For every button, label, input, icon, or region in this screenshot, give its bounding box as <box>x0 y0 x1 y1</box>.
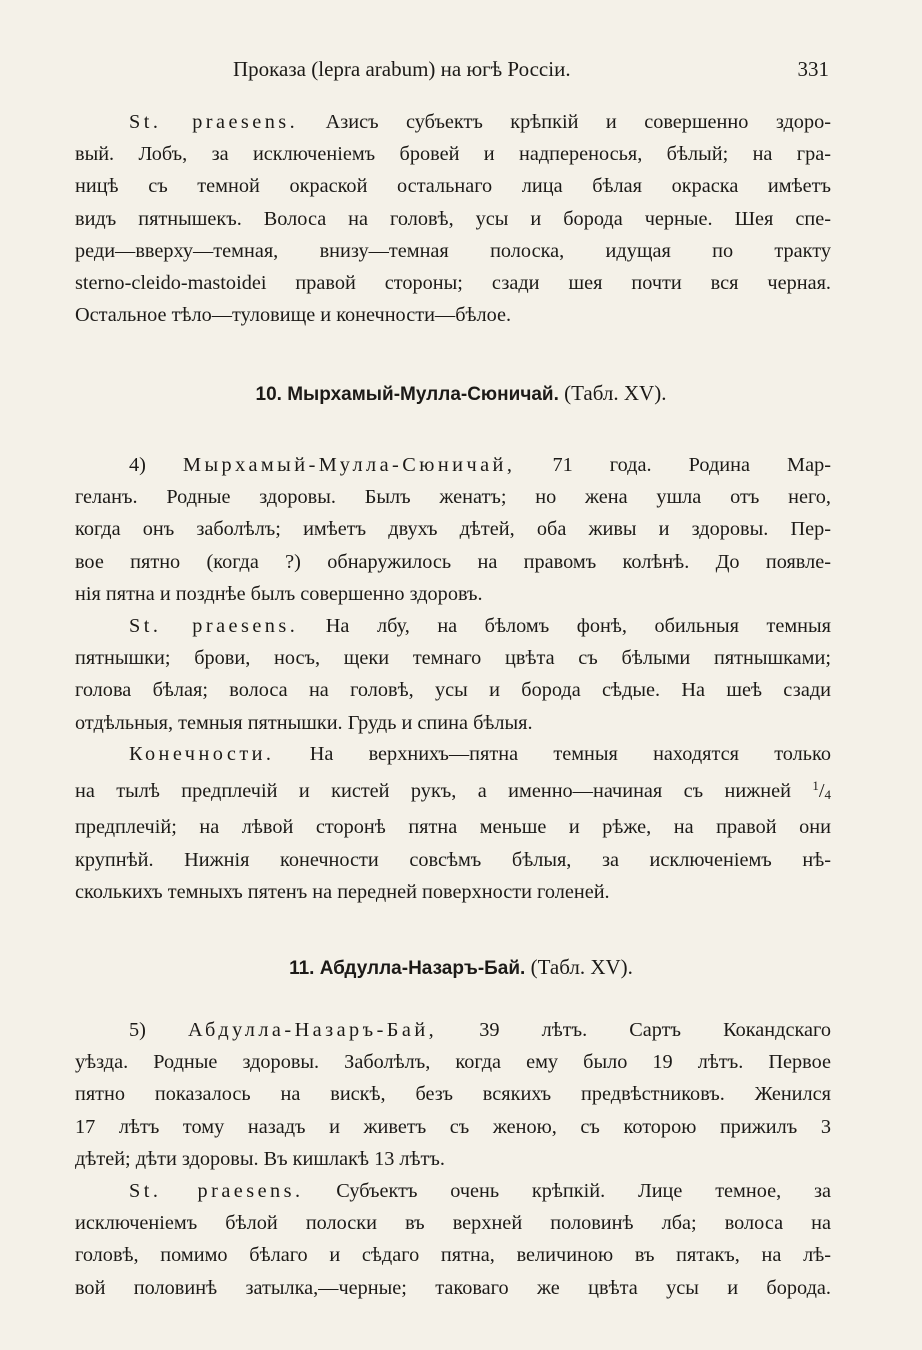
text-line: вое пятно (когда ?) обнаружилось на правомъ колѣнѣ. До появле- <box>75 550 831 573</box>
text-line: Остальное тѣло—туловище и конечности—бѣлое. <box>75 304 512 327</box>
text-line: сколькихъ темныхъ пятенъ на передней поверхности голеней. <box>75 880 610 903</box>
paragraph-extremities <box>75 738 831 908</box>
paragraph-case-5 <box>75 1014 831 1175</box>
section-heading-11 <box>0 955 922 980</box>
paragraph-st-praesens-azis <box>75 106 831 331</box>
paragraph-st-praesens-case-5 <box>75 1175 831 1304</box>
text-line-body: на тылѣ предплечій и кистей рукъ, а именно—начиная съ нижней <box>75 780 791 803</box>
text-line: реди—вверху—темная, внизу—темная полоска, идущая по тракту <box>75 239 831 262</box>
section-heading-10 <box>0 381 922 406</box>
text-line: на тылѣ предплечій и кистей рукъ, а именно—начиная съ нижней $^1/_4$ <box>75 778 832 803</box>
section-name: Мырхамый-Мулла-Сюничай. <box>287 384 559 405</box>
running-header <box>75 57 837 87</box>
text-line: дѣтей; дѣти здоровы. Въ кишлакѣ 13 лѣтъ. <box>75 1147 445 1170</box>
text-line: когда онъ заболѣлъ; имѣетъ двухъ дѣтей, оба живы и здоровы. Пер- <box>75 518 831 541</box>
text-line: крупнѣй. Нижнія конечности совсѣмъ бѣлыя, за исключеніемъ нѣ- <box>75 848 831 871</box>
fraction-numerator: 1 <box>812 778 819 794</box>
spaced-lead-in: Конечности. <box>129 743 275 765</box>
text-line: ницѣ съ темной окраской остальнаго лица бѣлая окраска имѣетъ <box>75 175 831 198</box>
text-line: St. praesens. Азисъ субъектъ крѣпкій и совершенно здоро- <box>129 111 831 133</box>
paragraph-st-praesens-case-4 <box>75 610 831 739</box>
section-number: 10. <box>255 384 282 405</box>
running-title: Проказа (lepra arabum) на югѣ Россіи. <box>233 57 571 81</box>
text-line: 4) Мырхамый-Мулла-Сюничай, 71 года. Родина Мар- <box>129 454 831 476</box>
spaced-lead-in: St. praesens. <box>129 111 299 133</box>
text-line: St. praesens. Субъектъ очень крѣпкій. Лице темное, за <box>129 1180 831 1202</box>
text-line: пятно показалось на вискѣ, безъ всякихъ предвѣстниковъ. Женился <box>75 1083 831 1106</box>
text-line: 5) Абдулла-Назаръ-Бай, 39 лѣтъ. Сартъ Кокандскаго <box>129 1019 831 1041</box>
text-line: геланъ. Родные здоровы. Былъ женатъ; но жена ушла отъ него, <box>75 486 831 509</box>
text-line: видъ пятнышекъ. Волоса на головѣ, усы и борода черные. Шея спе- <box>75 207 831 230</box>
text-line: St. praesens. На лбу, на бѣломъ фонѣ, обильныя темныя <box>129 615 831 637</box>
fraction-denominator: 4 <box>824 787 832 803</box>
text-line: sterno-cleido-mastoidei правой стороны; сзади шея почти вся черная. <box>75 272 831 295</box>
section-number: 11. <box>289 958 315 979</box>
text-line: отдѣльныя, темныя пятнышки. Грудь и спина бѣлыя. <box>75 711 533 734</box>
section-name: Абдулла-Назаръ-Бай. <box>319 958 526 979</box>
text-line: головѣ, помимо бѣлаго и сѣдаго пятна, величиною въ пятакъ, на лѣ- <box>75 1244 831 1267</box>
spaced-lead-in: St. praesens. <box>129 615 299 637</box>
section-table-ref: (Табл. XV). <box>530 955 633 979</box>
text-line: уѣзда. Родные здоровы. Заболѣлъ, когда ему было 19 лѣтъ. Первое <box>75 1051 831 1074</box>
section-table-ref: (Табл. XV). <box>564 381 667 405</box>
text-line: вой половинѣ затылка,—черные; таковаго же цвѣта усы и борода. <box>75 1276 831 1299</box>
spaced-lead-in: Мырхамый-Мулла-Сюничай, <box>182 454 516 476</box>
spaced-lead-in: Абдулла-Назаръ-Бай, <box>187 1019 438 1041</box>
text-line: предплечій; на лѣвой сторонѣ пятна меньше и рѣже, на правой они <box>75 816 831 839</box>
text-line: исключеніемъ бѣлой полоски въ верхней половинѣ лба; волоса на <box>75 1212 831 1235</box>
text-line: нія пятна и позднѣе былъ совершенно здоровъ. <box>75 582 483 605</box>
page-number: 331 <box>797 57 829 81</box>
text-line: 17 лѣтъ тому назадъ и живетъ съ женою, съ которою прижилъ 3 <box>75 1115 831 1138</box>
paragraph-case-4 <box>75 449 831 610</box>
text-line: голова бѣлая; волоса на головѣ, усы и борода сѣдые. На шеѣ сзади <box>75 679 831 702</box>
text-line: вый. Лобъ, за исключеніемъ бровей и надпереносья, бѣлый; на гра- <box>75 143 831 166</box>
text-line: пятнышки; брови, носъ, щеки темнаго цвѣта съ бѣлыми пятнышками; <box>75 647 831 670</box>
spaced-lead-in: St. praesens. <box>129 1180 304 1202</box>
text-line: Конечности. На верхнихъ—пятна темныя находятся только <box>129 743 831 765</box>
